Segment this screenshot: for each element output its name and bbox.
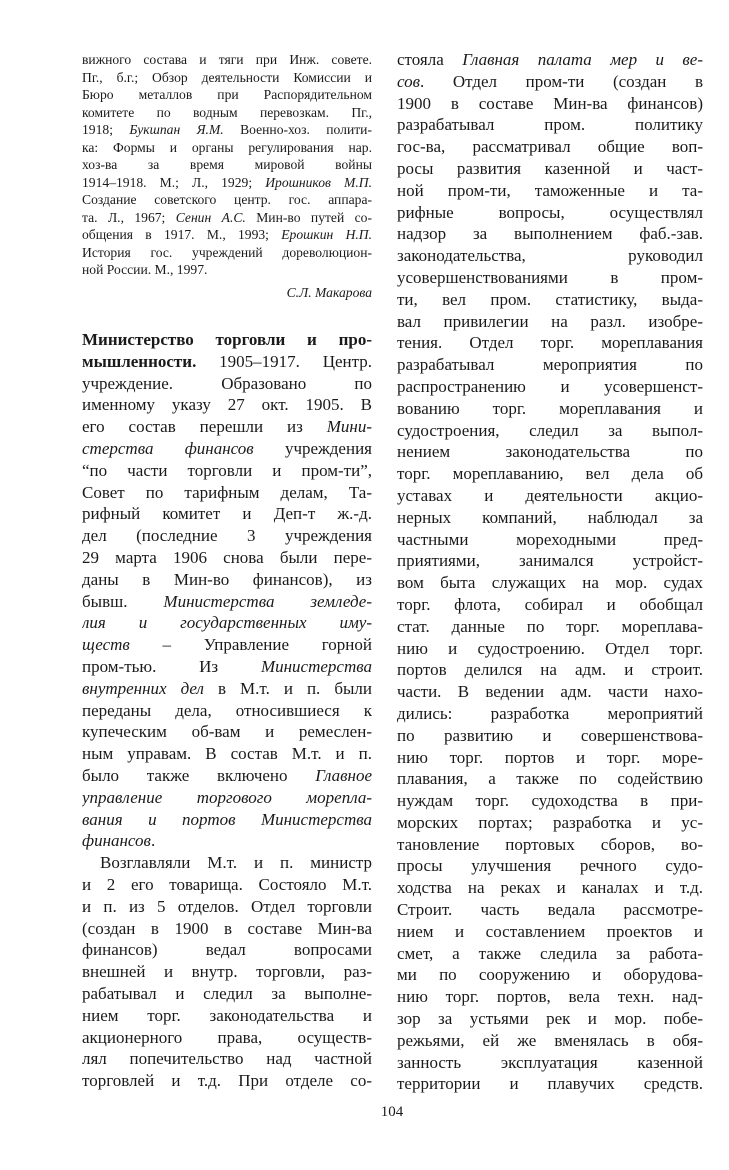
text-line [397,332,703,354]
text-segment: Пг., б.г.; Обзор деятельности Комиссии и [82,69,372,85]
text-line [82,612,372,634]
text-segment: просы улучшения речного судо- [397,856,703,876]
text-line [397,93,703,115]
text-line [82,634,372,656]
text-line [397,223,703,245]
text-line [82,226,372,244]
text-line [82,700,372,722]
text-line [82,139,372,157]
text-line [397,49,703,71]
text-segment: нием и составлением проектов и [397,921,703,941]
text-segment: ной пром-ти, таможенные и та- [397,180,703,200]
text-segment: Совет по тарифным делам, Та- [82,482,372,502]
text-segment: торговлей и т.д. При отделе со- [82,1071,372,1091]
text-segment: Строит. часть ведала рассмотре- [397,900,703,920]
text-segment: (создан в 1900 в составе Мин-ва [82,918,372,938]
text-segment: ти, вел пром. статистику, выда- [397,289,703,309]
text-segment: комитете по водным перевозкам. Пг., [82,104,372,120]
text-line [397,289,703,311]
text-segment: портов делился на адм. и строит. [397,660,703,680]
text-segment: ходства на реках и каналах и т.д. [397,878,703,898]
text-segment: нуждам торг. судоходства в при- [397,791,703,811]
text-segment: разрабатывал пром. политику [397,115,703,135]
text-segment: было также включено [82,765,316,785]
text-line [397,812,703,834]
text-segment: надзор за выполнением фаб.-зав. [397,224,703,244]
text-segment: торг. мореплаванию, вел дела об [397,464,703,484]
text-line [82,569,372,591]
text-line [82,809,372,831]
text-line [82,460,372,482]
italic-text: Главное [315,765,372,785]
text-line [397,550,703,572]
text-segment: режьями, ей же вменялась в обя- [397,1030,703,1050]
text-segment: 1900 в составе Мин-ва финансов) [397,93,703,113]
text-segment: нию и судостроению. Отдел торг. [397,638,703,658]
text-line [397,703,703,725]
text-segment: по развитию и совершенствова- [397,725,703,745]
text-segment: хоз-ва за время мировой войны [82,157,372,172]
text-line [82,104,372,122]
text-segment: его состав перешли из [82,417,327,437]
text-line [82,438,372,460]
text-line [82,939,372,961]
text-segment: 1918; [82,122,130,137]
italic-text: финансов [82,831,151,851]
italic-text: вания и портов Министерства [82,809,372,829]
text-line [82,416,372,438]
text-line [397,1008,703,1030]
text-line [82,721,372,743]
text-line [82,961,372,983]
italic-text: Главная палата мер и ве- [462,50,703,69]
text-segment: нию торг. портов, вела техн. над- [397,987,703,1007]
text-segment: ным управам. В состав М.т. и п. [82,744,372,764]
text-segment: нию торг. портов и торг. море- [397,747,703,767]
text-segment: стояла [397,50,463,69]
text-line [82,896,372,918]
text-segment: гос-ва, рассматривал общие воп- [397,137,703,157]
text-segment: ной России. М., 1997. [82,262,208,277]
text-segment: Бюро металлов при Распорядительном [82,87,372,102]
text-line [397,986,703,1008]
text-line [82,874,372,896]
text-line [82,191,372,209]
text-segment: даны в Мин-во финансов), из [82,569,372,589]
text-segment: ми по сооружению и оборудова- [397,965,703,985]
text-line [397,572,703,594]
text-segment: . Отдел пром-ти (создан в [420,71,703,91]
text-segment: стат. данные по торг. мореплава- [397,616,703,636]
text-segment: Военно-хоз. полити- [223,122,372,137]
text-segment: “по части торговли и пром-ти”, [82,460,372,480]
text-segment: торг. флота, собирал и обобщал [397,594,703,614]
italic-text: управление торгового морепла- [82,787,372,807]
left-column-article-text [82,329,372,1092]
text-line [397,136,703,158]
text-segment: переданы дела, относившиеся к [82,700,372,720]
text-segment: рабатывал и следил за выполне- [82,983,372,1003]
text-segment: вижного состава и тяги при Инж. совете. [82,52,372,67]
italic-text: сов [397,71,421,91]
text-line [397,202,703,224]
text-segment: частными мореходными пред- [397,529,703,549]
text-line [397,267,703,289]
text-line [397,463,703,485]
text-line [82,852,372,874]
text-segment: и п. из 5 отделов. Отдел торговли [82,896,372,916]
text-line [82,1027,372,1049]
text-segment: вал привилегии на разл. изобре- [397,311,703,331]
text-segment: тановление портовых сборов, во- [397,834,703,854]
text-segment: распространению и усовершенст- [397,376,703,396]
text-segment: нением законодательства по [397,442,703,462]
text-line [82,1048,372,1070]
text-line [82,743,372,765]
text-segment: дились: разработка мероприятий [397,703,703,723]
text-line [397,376,703,398]
text-line [397,71,703,93]
italic-text: Ирошников М.П. [265,174,372,190]
text-segment: судостроения, следил за выпол- [397,420,703,440]
text-line [397,964,703,986]
text-line [397,158,703,180]
text-segment: приятиями, занимался устройст- [397,551,703,571]
text-line [82,656,372,678]
text-line [397,398,703,420]
text-line [82,503,372,525]
text-line [82,591,372,613]
text-line [82,351,372,373]
text-line [82,678,372,700]
text-line [397,180,703,202]
text-segment: финансов) ведал вопросами [82,940,372,960]
text-segment: История гос. учреждений дореволюцион- [82,244,372,260]
text-line [397,790,703,812]
text-line [397,485,703,507]
text-segment: Мин-во путей со- [245,209,372,225]
text-line [82,209,372,227]
text-line [397,616,703,638]
text-line [82,1070,372,1092]
text-line [397,638,703,660]
italic-text: Мини- [326,417,372,437]
text-segment: бывш. [82,591,164,611]
text-line [397,943,703,965]
text-segment: ка: Формы и органы регулирования нар. [82,139,372,155]
italic-text: внутренних дел [82,678,204,698]
text-line [82,547,372,569]
text-segment: росы развития казенной и част- [397,158,703,178]
text-line [82,69,372,87]
text-segment: Создание советского центр. гос. аппара- [82,192,372,207]
text-line [82,830,372,852]
text-segment: . [150,831,156,851]
text-line [397,507,703,529]
italic-text: Министерства [260,656,372,676]
bibliography-references [82,51,372,279]
text-segment: внешней и внутр. торговли, раз- [82,962,372,982]
text-line [397,921,703,943]
text-segment: смет, а также следила за работа- [397,943,703,963]
text-segment: учреждения [253,438,372,458]
text-line [397,899,703,921]
text-segment: рифный комитет и Деп-т ж.-д. [82,504,372,524]
text-segment: – Управление горной [129,635,372,655]
text-line [397,877,703,899]
text-line [397,114,703,136]
text-line [397,747,703,769]
article-author: С.Л. Макарова [286,285,372,300]
text-line [397,659,703,681]
right-column-article-text [397,49,703,1095]
text-line [82,525,372,547]
text-segment: купеческим об-вам и ремеслен- [82,722,372,742]
italic-text: лия и государственных иму- [82,613,372,633]
text-segment: вом быта служащих на мор. судах [397,573,703,593]
text-line [82,394,372,416]
text-segment: нием торг. законодательства и [82,1005,372,1025]
text-segment: плавания, а также по содействию [397,769,703,789]
text-line [82,482,372,504]
text-segment: дел (последние 3 учреждения [82,526,372,546]
text-line [397,354,703,376]
text-line [397,725,703,747]
text-line [82,156,372,174]
text-segment: территории и плавучих средств. [397,1074,703,1094]
italic-text: стерства финансов [82,438,254,458]
italic-text: Министерства земледе- [163,591,372,611]
text-line [82,329,372,351]
text-segment: зор за устьями рек и мор. побе- [397,1009,703,1029]
text-line [397,681,703,703]
text-line [82,86,372,104]
text-segment: уставах и деятельности акцио- [397,485,703,505]
italic-text: Букшпан Я.М. [129,122,224,137]
text-line [397,834,703,856]
text-line [82,244,372,262]
text-line [82,918,372,940]
italic-text: ществ [82,635,130,655]
text-line [397,1030,703,1052]
text-line [82,1005,372,1027]
text-line [397,768,703,790]
text-segment: общения в 1917. М., 1993; [82,227,282,242]
text-line [82,261,372,279]
text-line [82,174,372,192]
text-segment: и 2 его товарища. Состояло М.т. [82,874,372,894]
text-line [397,529,703,551]
text-segment: разрабатывал мероприятия по [397,355,703,375]
text-line [397,311,703,333]
text-line [82,983,372,1005]
text-line [397,420,703,442]
text-segment: акционерного права, осуществ- [82,1027,372,1047]
text-line [397,1052,703,1074]
text-line [397,245,703,267]
text-segment: именному указу 27 окт. 1905. В [82,395,372,415]
text-segment: занность эксплуатация казенной [397,1052,703,1072]
text-segment: тения. Отдел торг. мореплавания [397,333,703,353]
text-segment: усовершенствованиями в пром- [397,267,703,287]
bold-heading-text: мышленности. [82,351,197,371]
text-segment: Возглавляли М.т. и п. министр [100,853,372,873]
text-segment: законодательства, руководил [397,246,703,266]
text-line [397,855,703,877]
text-segment: вованию торг. мореплавания и [397,398,703,418]
text-segment: морских портах; разработка и ус- [397,812,703,832]
text-line [397,594,703,616]
text-segment: 1905–1917. Центр. [196,351,372,371]
text-line [82,121,372,139]
text-segment: та. Л., 1967; [82,209,176,225]
text-segment: 1914–1918. М.; Л., 1929; [82,174,266,190]
italic-text: Сенин А.С. [175,209,246,225]
text-line [82,373,372,395]
text-segment: 29 марта 1906 снова были пере- [82,547,372,567]
text-line [82,51,372,69]
text-segment: в М.т. и п. были [203,678,372,698]
text-line [397,1073,703,1095]
text-line [82,787,372,809]
text-line [82,765,372,787]
italic-text: Ерошкин Н.П. [281,227,372,242]
text-segment: нерных компаний, наблюдал за [397,507,703,527]
page-number: 104 [380,1104,404,1120]
bold-heading-text: Министерство торговли и про- [82,330,372,349]
text-segment: пром-тью. Из [82,656,261,676]
text-segment: лял попечительство над частной [82,1049,372,1069]
text-line [397,441,703,463]
text-segment: части. В ведении адм. части нахо- [397,682,703,702]
text-segment: учреждение. Образовано по [82,373,372,393]
text-segment: рифные вопросы, осуществлял [397,202,703,222]
